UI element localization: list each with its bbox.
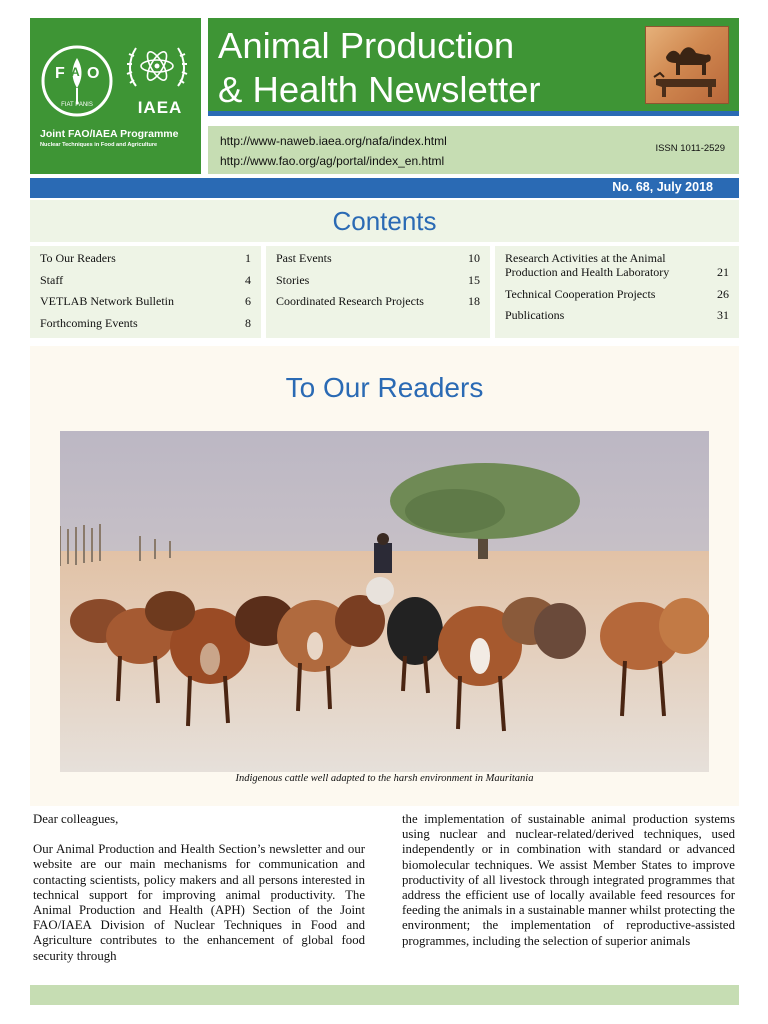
issn-number: ISSN 1011-2529	[655, 143, 725, 154]
toc-item-page: 4	[245, 272, 251, 287]
cattle-herd-image	[60, 431, 709, 772]
fao-letter-f: F	[55, 65, 65, 82]
logo-panel	[30, 18, 201, 174]
toc-item-label: Staff	[40, 272, 64, 287]
footer-bar	[30, 985, 739, 1005]
toc-item-page: 18	[468, 294, 480, 308]
toc-item[interactable]	[505, 308, 729, 322]
title-banner	[208, 18, 739, 116]
newsletter-title-line1: Animal Production	[218, 25, 515, 66]
programme-title: Joint FAO/IAEA Programme	[40, 128, 179, 140]
toc-column-3	[495, 246, 739, 338]
toc-item[interactable]	[40, 251, 251, 265]
camel-cattle-icon	[646, 27, 730, 105]
toc-item-label: Past Events	[276, 251, 332, 265]
toc-item[interactable]	[276, 273, 480, 287]
toc-item[interactable]	[276, 251, 480, 265]
toc-item[interactable]	[40, 273, 251, 287]
contents-title: Contents	[332, 206, 437, 236]
article-column-right	[402, 812, 735, 964]
toc-item[interactable]	[505, 287, 729, 301]
toc-item-label: Research Activities at the Animal Production and Health Laboratory	[505, 251, 670, 279]
article-paragraph-1: Our Animal Production and Health Section’s newsletter and our website are our main mechanisms for communication and contacting scientists, policy makers and all persons interested in technical support for improving animal productivity. The Animal Production and Health (APH) Section of the Joint FAO/IAEA Division of Nuclear Techniques in Food and Agriculture contributes to the enhancement of global food security through	[33, 842, 365, 963]
iaea-label: IAEA	[137, 98, 183, 117]
greeting: Dear colleagues,	[33, 812, 119, 826]
fiat-panis: FIAT PANIS	[61, 102, 93, 108]
programme-subtitle: Nuclear Techniques in Food and Agriculture	[40, 142, 158, 148]
fao-letter-o: O	[87, 65, 100, 82]
fao-letter-a: A	[71, 65, 80, 79]
toc-item-page: 6	[245, 294, 251, 308]
toc-item-label: Coordinated Research Projects	[276, 294, 424, 308]
toc-item[interactable]	[40, 294, 251, 308]
toc-item-page: 15	[468, 272, 480, 287]
toc-item-label: Forthcoming Events	[40, 315, 138, 330]
website-link-fao[interactable]: http://www.fao.org/ag/portal/index_en.html	[220, 154, 445, 168]
toc-item-page: 26	[717, 286, 729, 301]
fao-logo	[40, 44, 114, 118]
toc-item-page: 1	[245, 251, 251, 265]
toc-item-page: 8	[245, 315, 251, 330]
issue-number: No. 68, July 2018	[612, 180, 713, 194]
contents-header	[30, 200, 739, 242]
toc-item-label: To Our Readers	[40, 251, 116, 265]
article-paragraph-2: the implementation of sustainable animal production systems using nuclear and nuclear-related/derived techniques, used independently or in combination with standard or advanced biomolecular techniques. We assist Member States to improve productivity of all livestock through integrated programmes that address the efficient use of locally available feed resources for feeding the animals in a sustainable manner whilst protecting the environment; the implementation of reproductive-assisted programmes, including the selection of superior animals	[402, 812, 735, 948]
livestock-emblem	[645, 26, 729, 104]
toc-item-label: Publications	[505, 308, 565, 322]
website-link-iaea[interactable]: http://www-naweb.iaea.org/nafa/index.html	[220, 134, 447, 148]
toc-column-2	[266, 246, 490, 338]
issue-bar	[30, 178, 739, 198]
toc-item[interactable]	[276, 294, 480, 308]
photo-caption: Indigenous cattle well adapted to the harsh environment in Mauritania	[235, 773, 534, 784]
newsletter-title-line2: & Health Newsletter	[218, 69, 541, 110]
iaea-emblem-icon	[126, 42, 188, 94]
newsletter-title	[218, 24, 541, 112]
links-panel	[208, 126, 739, 174]
article-column-left	[33, 812, 365, 979]
toc-item-label: Stories	[276, 272, 310, 287]
toc-item[interactable]	[40, 316, 251, 330]
toc-item-page: 21	[717, 265, 729, 279]
toc-item-page: 10	[468, 251, 480, 265]
toc-item-page: 31	[717, 308, 729, 322]
toc-column-1	[30, 246, 261, 338]
cattle-photo	[60, 431, 709, 772]
toc-item-label: Technical Cooperation Projects	[505, 286, 656, 301]
toc-item-label: VETLAB Network Bulletin	[40, 294, 174, 308]
toc-item[interactable]	[505, 251, 729, 279]
readers-title: To Our Readers	[285, 372, 484, 403]
